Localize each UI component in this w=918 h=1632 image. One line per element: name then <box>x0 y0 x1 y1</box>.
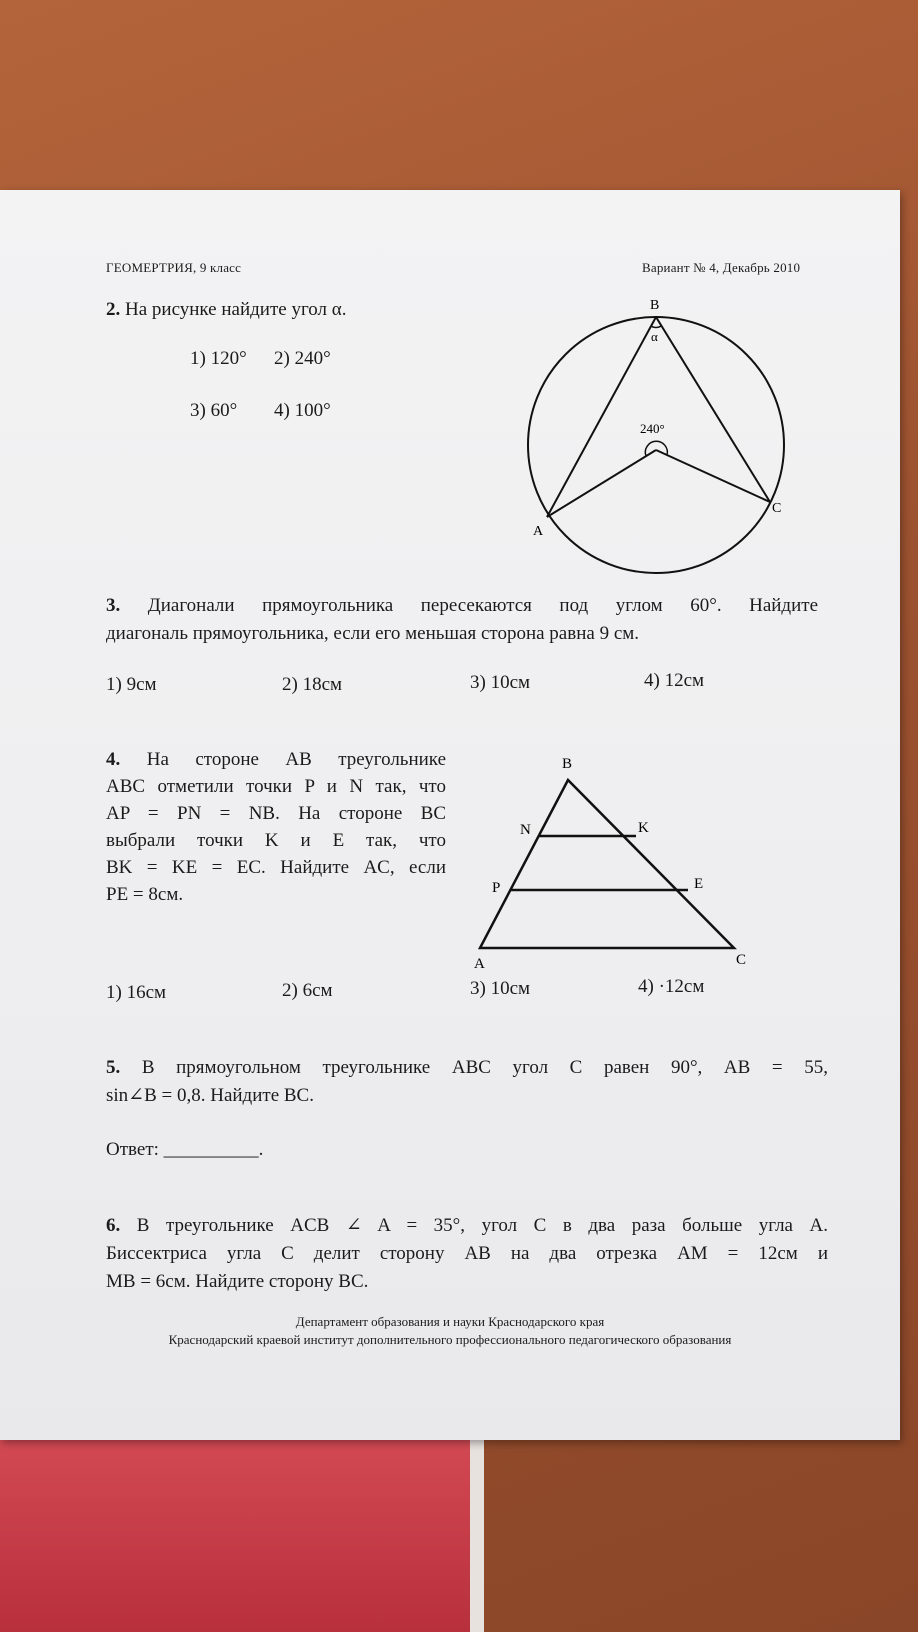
red-book <box>0 1425 480 1632</box>
task5-line1 <box>106 1054 828 1081</box>
task6-number: 6. <box>106 1215 121 1236</box>
task2-text: На рисунке найдите угол α. <box>125 299 347 320</box>
header-variant: Вариант № 4, Декабрь 2010 <box>642 260 801 275</box>
label-b: B <box>650 298 660 313</box>
task5-answer-blank: Ответ: __________. <box>106 1139 264 1160</box>
task2-option-1: 1) 120° <box>190 348 247 369</box>
task4-line-1 <box>106 746 446 773</box>
task3-number: 3. <box>106 595 121 616</box>
task3-line2: диагональ прямоугольника, если его меньшая сторона равна 9 см. <box>106 623 640 644</box>
task2-question <box>106 296 346 323</box>
task4-text-1: На стороне AB треугольнике <box>146 749 446 770</box>
task6-line2: Биссектриса угла C делит сторону AB на два отрезка AM = 12см и <box>106 1243 828 1264</box>
task4-option-2: 2) 6см <box>282 980 333 1001</box>
task6-line3: MB = 6см. Найдите сторону BC. <box>106 1271 369 1292</box>
label-c: C <box>736 952 747 968</box>
task5-number: 5. <box>106 1057 121 1078</box>
task6-line1 <box>106 1212 828 1239</box>
task4-text <box>106 746 446 908</box>
circle <box>528 317 784 573</box>
chord-ba <box>547 317 656 517</box>
circle-figure <box>500 290 800 580</box>
task3-option-4: 4) 12см <box>644 670 705 691</box>
task3-text-1: Диагонали прямоугольника пересекаются под углом 60°. Найдите <box>147 595 818 616</box>
label-k: K <box>638 820 649 836</box>
label-a: A <box>533 524 544 539</box>
triangle-abc <box>480 780 734 948</box>
task2-option-4: 4) 100° <box>274 400 331 421</box>
task4-line-6: PE = 8см. <box>106 884 184 905</box>
footer-department: Департамент образования и науки Краснодарского края <box>295 1314 605 1329</box>
table-surface <box>0 0 918 200</box>
task5-line2: sin∠B = 0,8. Найдите BC. <box>106 1085 314 1106</box>
header-subject: ГЕОМЕРТРИЯ, 9 класс <box>106 260 242 275</box>
task4-line-5: BK = KE = EC. Найдите AC, если <box>106 857 446 878</box>
task6-text-1: В треугольнике ACB ∠ A = 35°, угол C в два раза больше угла A. <box>136 1215 828 1236</box>
footer-institute: Краснодарский краевой институт дополнительного профессионального педагогического образования <box>168 1332 732 1347</box>
radius-oa <box>547 450 656 517</box>
task4-option-3: 3) 10см <box>470 978 531 999</box>
task5-text-1: В прямоугольном треугольнике ABC угол C равен 90°, AB = 55, <box>141 1057 828 1078</box>
task4-line-3: AP = PN = NB. На стороне BC <box>106 803 446 824</box>
label-c: C <box>772 501 782 516</box>
label-p: P <box>492 880 501 896</box>
task3-line1 <box>106 592 818 619</box>
label-b: B <box>562 756 573 772</box>
book-page-edge <box>470 1425 484 1632</box>
task2-option-3: 3) 60° <box>190 400 238 421</box>
task2-option-2: 2) 240° <box>274 348 331 369</box>
task4-option-4: 4) ·12см <box>638 976 705 997</box>
task4-line-2: ABC отметили точки P и N так, что <box>106 776 446 797</box>
worksheet-page <box>0 190 900 1440</box>
label-alpha: α <box>651 329 658 344</box>
label-e: E <box>694 876 704 892</box>
alpha-arc <box>651 326 661 328</box>
task3-option-1: 1) 9см <box>106 674 157 695</box>
label-n: N <box>520 822 531 838</box>
task3-option-2: 2) 18см <box>282 674 343 695</box>
triangle-figure <box>460 750 760 1000</box>
task3-option-3: 3) 10см <box>470 672 531 693</box>
task4-option-1: 1) 16см <box>106 982 167 1003</box>
task4-number: 4. <box>106 749 121 770</box>
task4-line-4: выбрали точки K и E так, что <box>106 830 446 851</box>
label-240: 240° <box>640 421 665 436</box>
task2-number: 2. <box>106 299 121 320</box>
chord-bc <box>656 317 770 502</box>
label-a: A <box>474 956 485 972</box>
